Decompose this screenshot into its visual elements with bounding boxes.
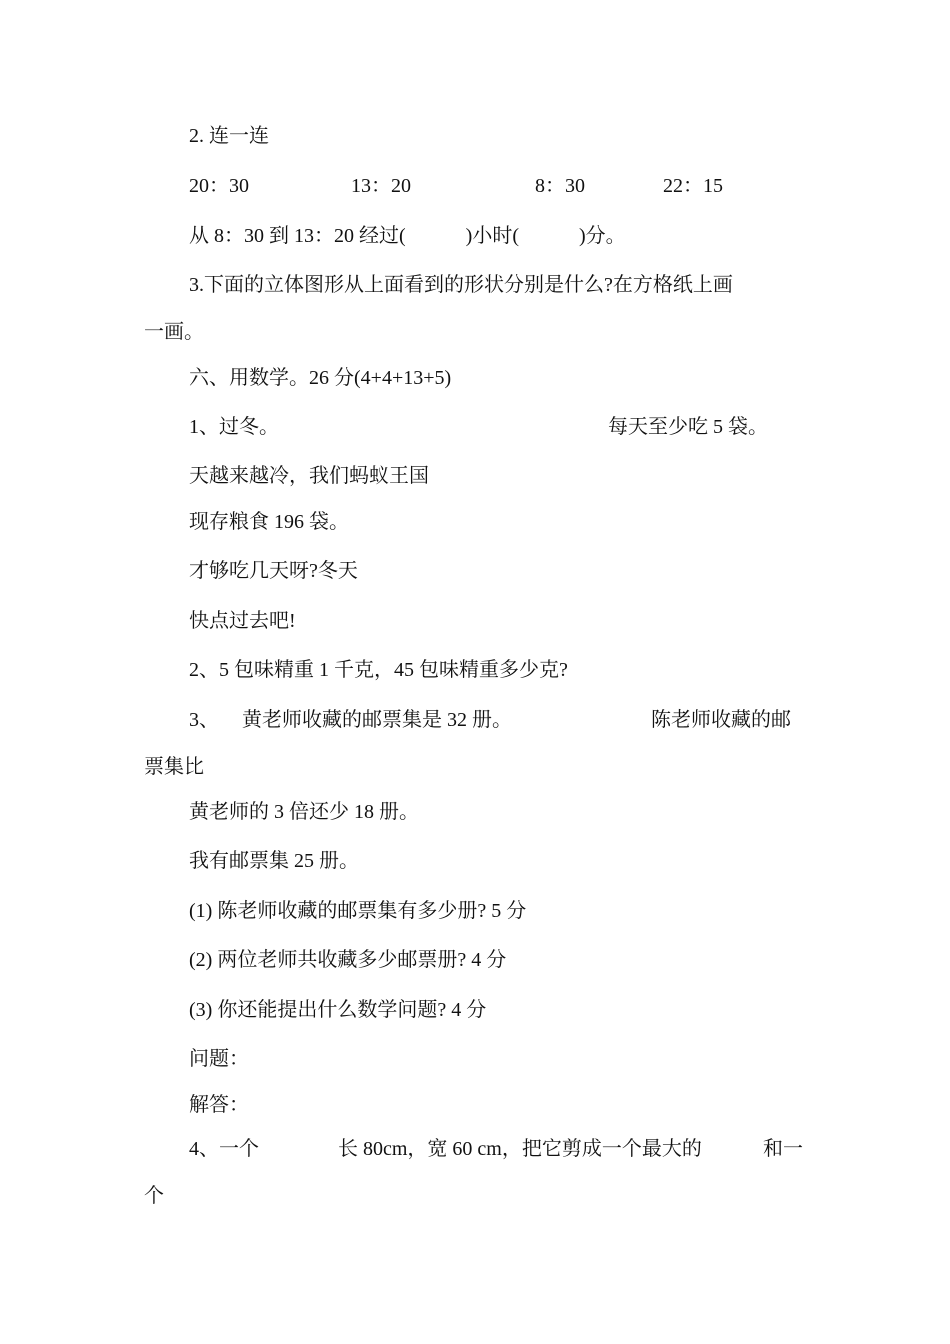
section-2-title: 2. 连一连 [189, 125, 269, 147]
q4-label: 4、一个 [189, 1138, 259, 1160]
time-card-1: 20：30 [189, 175, 249, 197]
q3-subquestion-2: (2) 两位老师共收藏多少邮票册? 4 分 [189, 949, 507, 971]
q4-text-tail: 和一 [763, 1138, 803, 1160]
q3-subquestion-3: (3) 你还能提出什么数学问题? 4 分 [189, 999, 487, 1021]
q3-speech-right: 陈老师收藏的邮 [651, 709, 791, 731]
q3-line-2: 黄老师的 3 倍还少 18 册。 [189, 801, 419, 823]
section-6-title: 六、用数学。26 分(4+4+13+5) [189, 367, 452, 389]
answer-label: 解答： [189, 1094, 249, 1116]
q1-line-3: 才够吃几天呀?冬天 [189, 560, 358, 582]
section-3-text-wrap: 一画。 [144, 321, 204, 343]
time-card-3: 8：30 [535, 175, 585, 197]
q3-label: 3、 [189, 709, 219, 731]
q1-line-1: 天越来越冷，我们蚂蚁王国 [189, 465, 429, 487]
time-card-2: 13：20 [351, 175, 411, 197]
q3-line-3: 我有邮票集 25 册。 [189, 850, 359, 872]
q2-text: 2、5 包味精重 1 千克，45 包味精重多少克? [189, 659, 568, 681]
q1-line-2: 现存粮食 196 袋。 [189, 511, 349, 533]
q3-speech-right-wrap: 票集比 [144, 756, 204, 778]
q4-text-wrap: 个 [144, 1185, 164, 1207]
q3-speech-left: 黄老师收藏的邮票集是 32 册。 [242, 709, 512, 731]
section-3-text: 3.下面的立体图形从上面看到的形状分别是什么?在方格纸上画 [189, 274, 733, 296]
q4-text: 长 80cm，宽 60 cm，把它剪成一个最大的 [338, 1138, 702, 1160]
q1-label: 1、过冬。 [189, 416, 279, 438]
question-label: 问题： [189, 1048, 249, 1070]
q1-line-4: 快点过去吧! [189, 610, 296, 632]
elapsed-time-question: 从 8：30 到 13：20 经过( )小时( )分。 [189, 225, 626, 247]
q1-speech-bubble: 每天至少吃 5 袋。 [608, 416, 768, 438]
q3-subquestion-1: (1) 陈老师收藏的邮票集有多少册? 5 分 [189, 900, 527, 922]
time-card-4: 22：15 [663, 175, 723, 197]
